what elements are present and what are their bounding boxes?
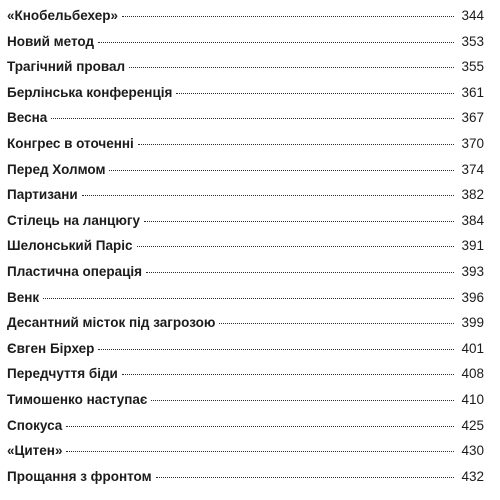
toc-entry [7,315,484,341]
toc-entry [7,136,484,162]
toc-entry-title: Перед Холмом [7,161,106,177]
toc-entry [7,187,484,213]
toc-entry-title: Конгрес в оточенні [7,135,134,151]
toc-entry-title: Берлінська конференція [7,84,173,100]
dot-leader [144,221,454,222]
toc-entry-title: Весна [7,110,48,126]
toc-entry-page: 396 [461,289,484,305]
toc-entry-page: 401 [461,340,484,356]
dot-leader [138,144,454,145]
table-of-contents [7,8,484,494]
toc-entry [7,238,484,264]
toc-entry-title: Пластична операція [7,263,143,279]
dot-leader [122,374,454,375]
dot-leader [66,426,454,427]
toc-entry [7,213,484,239]
toc-entry [7,85,484,111]
toc-entry [7,8,484,34]
toc-entry-page: 432 [461,468,484,484]
toc-entry-page: 410 [461,391,484,407]
toc-entry-page: 361 [461,84,484,100]
toc-entry-title: Прощання з фронтом [7,468,152,484]
toc-entry-title: Передчуття біди [7,366,118,382]
toc-entry [7,469,484,495]
toc-entry-title: Новий метод [7,33,95,49]
toc-entry-title: «Кнобельбехер» [7,8,118,23]
toc-entry-page: 425 [461,417,484,433]
toc-entry-title: Десантний місток під загрозою [7,315,216,331]
toc-entry-title: Спокуса [7,417,63,433]
toc-entry [7,418,484,444]
dot-leader [151,400,454,401]
dot-leader [137,246,454,247]
toc-entry [7,162,484,188]
dot-leader [98,42,454,43]
toc-entry-page: 393 [461,263,484,279]
toc-entry [7,110,484,136]
toc-entry-title: Шелонський Паріс [7,238,133,254]
toc-entry [7,366,484,392]
toc-entry-page: 353 [461,33,484,49]
dot-leader [122,16,454,17]
toc-entry-page: 430 [461,443,484,459]
dot-leader [82,195,454,196]
dot-leader [176,93,454,94]
toc-entry-title: Стілець на ланцюгу [7,212,140,228]
toc-entry-title: Трагічний провал [7,59,126,75]
dot-leader [66,451,454,452]
toc-entry-title: Євген Бірхер [7,340,95,356]
dot-leader [98,349,454,350]
dot-leader [219,323,454,324]
toc-entry [7,341,484,367]
toc-entry [7,59,484,85]
toc-entry-title: Партизани [7,187,78,203]
toc-entry-page: 370 [461,135,484,151]
dot-leader [51,118,454,119]
toc-entry-page: 355 [461,59,484,75]
toc-entry-page: 408 [461,366,484,382]
toc-entry-page: 399 [461,315,484,331]
toc-entry-page: 382 [461,187,484,203]
dot-leader [109,170,454,171]
toc-entry [7,443,484,469]
toc-entry [7,264,484,290]
toc-entry [7,34,484,60]
dot-leader [129,67,454,68]
dot-leader [43,298,454,299]
dot-leader [156,477,454,478]
toc-entry-page: 374 [461,161,484,177]
dot-leader [146,272,454,273]
toc-entry-title: «Цитен» [7,443,63,459]
toc-entry-title: Тимошенко наступає [7,391,148,407]
toc-entry [7,290,484,316]
toc-entry-page: 391 [461,238,484,254]
toc-entry [7,392,484,418]
toc-entry-title: Венк [7,289,40,305]
toc-entry-page: 344 [461,8,484,23]
toc-entry-page: 384 [461,212,484,228]
toc-entry-page: 367 [461,110,484,126]
